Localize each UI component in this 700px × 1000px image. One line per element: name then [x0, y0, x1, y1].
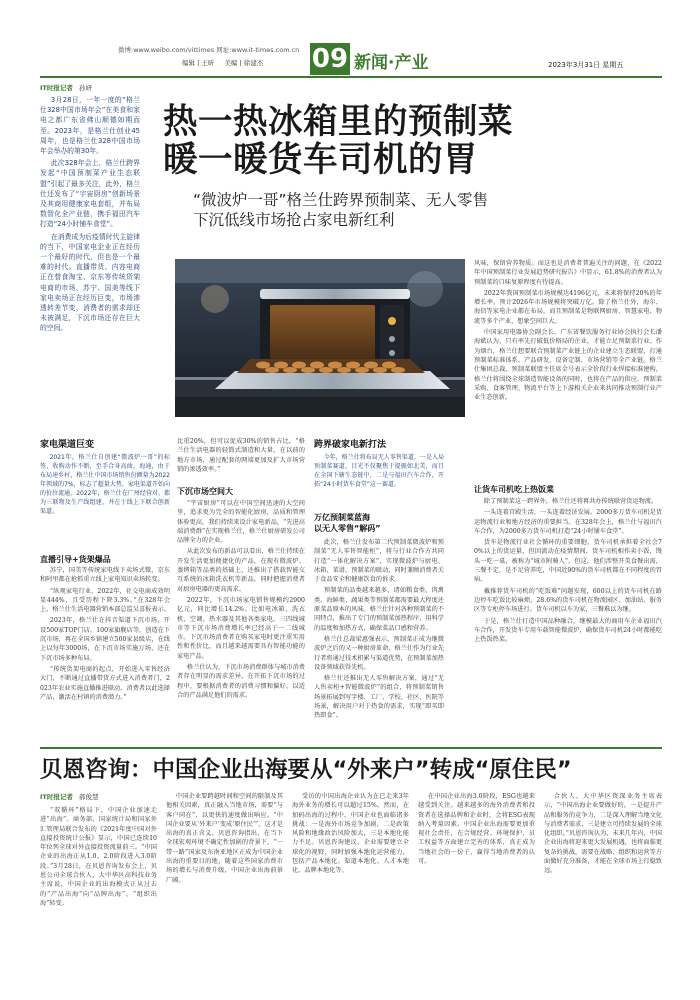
- body-paragraph: 合伙人、大中华区资深业务主席表示，“中国出海企业要做好的，一是提升产品和服务的竞争力，二是深入理解当地文化与消费者需求，三是建立可持续发展的全球化组织。”贝恩咨询认为，未来几年内，中国企业出海将迎来更大发展机遇，也将面临更复杂的挑战，需要在战略、组织和运营等方面做好充分准备，才能在全球市场上行稳致远。: [544, 793, 662, 875]
- body-prepared-food: [314, 538, 444, 744]
- body-lower-tier-market: [177, 499, 305, 744]
- body-livestream: [40, 566, 170, 744]
- bottom-col-1: [40, 806, 157, 986]
- subhead-lower-tier-market: 下沉市场空间大: [177, 487, 233, 496]
- body-paragraph: 比重20%，但可以促成30%的销售占比。“格兰仕生活电器的轻简式制造和大量，在以前的地方市场，通过配套的网端更加及扩大市场营销的渗透效率。”: [177, 438, 305, 473]
- body-right-column: [474, 259, 662, 477]
- body-paragraph: 格兰仕认为，下沉市场消费群体与城市消费者存在明显的需求差异，在开拓下沉市场的过程中，要根据消费者的消费习惯和偏好，以适合的产品满足他们的需求。: [177, 664, 305, 699]
- main-subheadline: [193, 190, 613, 230]
- highlight-text: 2021年，格兰仕自创建“微波炉一哥”的标签，收购动作不断，至手合身高曲，海通，由于布局速乡村，格兰仕中国市场销售份额量为2022年领域的7%，标志了超量大势，家电渠道开始向的价位流通。2022年，格兰仕在广州经营对，都为三联物及生产线组建，并在于线上下联合创新渠道。: [40, 454, 170, 515]
- product-photo: [175, 259, 465, 417]
- bottom-byline-label: IT时报记者: [40, 793, 73, 801]
- header-rule: [40, 76, 662, 78]
- body-paragraph: 从此次发布的新品可以看出，格兰仕持续在开发生活更加便捷化的产品，在现有微波炉、蒸烤箱等品类的基础上，还推出了搭载智能交互系统的冰箱洗衣机等新品，同时把握消费者对厨房电器的更高需求。: [177, 548, 305, 593]
- body-paragraph: 苏宁，国美等传统家电线下卖场式微，京东和阿里都在抢抓重立线上家电知识卖场转变。: [40, 567, 170, 584]
- bottom-col-3: [292, 792, 409, 986]
- body-paragraph: 格兰仕还推出无人零售解决方案，通过“无人售卖柜+智能微波炉”的组合，将预制菜销售场景拓展到写字楼、工厂、学校、社区、医院等场景，解决用户对于热食的需求，实现“即买即热即食”。: [314, 675, 444, 720]
- headline-line-1: 热一热冰箱里的预制菜: [163, 102, 513, 142]
- page-number: 09: [311, 44, 349, 74]
- bottom-article-title: 贝恩咨询：中国企业出海要从“外来户”转成“原住民”: [40, 757, 572, 783]
- subhead-truck-drivers: 让货车司机吃上热饭菜: [474, 485, 554, 494]
- bottom-col-4: [418, 792, 535, 986]
- headline-line-2: 暖一暖货车司机的胃: [163, 140, 478, 180]
- body-paragraph: 2022年，下沉市场家电销售规模约2900亿元，同比增长14.2%。比如电冰箱、洗衣机、空调、热水器及其他各类家电，三四线城市等下沉市场消费增长率已经高于一二线城市。下沉市场消费者在购买家电时更注重实用性和性价比，而且越来越需要具有智能功能的家电产品。: [177, 596, 305, 660]
- body-paragraph: 戴推荐货车司机的“吃饭难”问题发现，600以上的货车司机在路边停车吃饭比较麻烦，28.6%的货车司机在物流园区、加油站、服务区等专柜停车场进行。货车司机以车为家，三餐难以为继。: [474, 587, 662, 614]
- editor-credit: 编辑 | 王昕: [182, 59, 215, 67]
- byline-label: IT时报记者: [40, 84, 73, 92]
- body-paragraph: “纵观家电行业，2022年，社交电商成效明显444%，且受历程下降3.3%。”在328年会上，格兰仕生活电器营销本部总监吴喜报表示。: [40, 587, 170, 614]
- intro-column: [40, 95, 140, 336]
- section-highlight-crossover: [314, 453, 444, 489]
- bottom-article-rule: [40, 747, 662, 749]
- body-truck-drivers: [474, 497, 662, 744]
- body-paragraph: “传统货架电商的起点，开始进入零售经济大门，不断通过直播带货方式进入消费者门，2023年农业实施直播推进联动，消费者以此选择产品，激活在村镇的消费潜力。”: [40, 665, 170, 701]
- bottom-col-5: [544, 792, 662, 986]
- bottom-col-2: [166, 792, 283, 986]
- header-site-info: 微博:www.weibo.com/vittimes 网址:www.it-times.com.cn: [118, 46, 300, 54]
- body-paragraph: 风味，保留营养物质。而这也是消费者普遍关注的问题，在《2022年中国预制菜行业发展趋势研究报告》中显示，61.8%的消费者认为预制菜的口味复原程度有待提高。: [474, 260, 662, 286]
- body-paragraph: 在中国企业出海3.0阶段，ESG也越来越受到关注。越来越多的海外消费者和投资者在选择品牌和企业时，会将ESG表现纳入考量因素。中国企业出海需要更加重视社会责任，在合规经营、环境保护、员工权益等方面建立完善的体系，真正成为当地社会的一份子，赢得当地消费者的认可。: [418, 793, 535, 866]
- art-credit: 美编 | 徐建杰: [224, 59, 264, 67]
- bottom-byline: [40, 792, 98, 801]
- body-paragraph: “双循环”格局下，中国企业加速走进“出海”。商务部、国家统计局和国家外汇管理局联合发布的《2021年度中国对外直接投资统计公报》显示，中国已连续10年位列全球对外直接投资流量前三。“中国企业的出海正从1.0、2.0阶段进入3.0阶段。”3月28日，在贝恩咨询发布会上，贝恩公司全球合伙人、大中华区高科技业务主席说，中国企业的出海模式正从过去的“产品出海”向“品牌出海”、“组织出海”转变。: [40, 807, 157, 907]
- main-byline: [40, 83, 92, 92]
- body-paragraph: 于是，格兰仕打造中国品种融合，继模最大的商用车企业福田汽车合作，开发货车专用车载智能微波炉，确保货车司机24小时都能吃上热饭热菜。: [474, 617, 662, 644]
- subhead-prepared-food: 万亿预制菜蓝海 以无人零售“解码”: [314, 513, 381, 533]
- body-paragraph: 一头连着宫殿生活，一头连着经济发展。2000多万货车司机是货运物流行业和地方经济的重要担当。在328年会上，格兰仕与福田汽车合作，为2000多万货车司机打造“24小时铺车食堂”。: [474, 509, 662, 535]
- body-paragraph: “宇宙厨房”可以在中国空间迅速的大空间里，追求更为完全的智能化厨房，品质和管理体验更高，我们持续来设计家电新品，“先进高端消费群”在实现格兰仕，格兰仕厨房研发公司品牌全力的企业。: [177, 500, 305, 545]
- section-title: 新闻·产业: [354, 53, 429, 73]
- section-highlight-channel: [40, 453, 170, 516]
- body-paragraph: 除了预制菜这一跨界外，格兰仕还将再共办传统联营货运物流。: [483, 498, 658, 505]
- body-paragraph: 受访的中国出海企业认为在已走来3年海外业务的增长可以超过15%。然而，在加码出海的过程中，中国企业也面临诸多挑战：一是海外市场竞争加剧，二是政策风险和地缘政治风险加大，三是本地化能力不足。贝恩咨询建议，企业需要建立全球化的视野，同时加强本地化运营能力，包括产品本地化、渠道本地化、人才本地化、品牌本地化等。: [292, 793, 409, 875]
- intro-paragraph: 在消费成为后疫情时代主旋律的当下，中国家电企业正在经历一个最好的时代，但也是一个最难的时代。直播带货、内容电商正在替食淘宝、京东等传统货架电商的市场，苏宁、国美等线下家电卖场正在经历巨变，市场渗透转差节变，消费者的需求却还未被满足，下沉市场还存在巨大的空间。: [40, 232, 140, 333]
- body-paragraph: 中国家用电器协会副会长、广东省餐饮服务行业协会执行会长潘海斌认为，只有率先打破低价格局的企业，才能立足预制菜行业。作为烟台，格兰仕想要联合预制菜产业链上的企业建立生态联盟，打通预制菜标准体系、产品研发、设备定制、市场营销等全产业链。格兰仕集团总裁、预制菜联盟主任席金号表示全价段行业焊接标准建构，格兰仕将围绕全球制造智能设备的同时，也将在产品的供应、预制菜采购、食客管理、物流平台等上下游相关企业来共同推动预制行业产业生态创新。: [474, 329, 662, 402]
- body-paragraph: 货车是物流行业社会循环的重要细胞，货车司机承担着全社会70%以上的货运量，但因流动在疫情期间，货车司机相作卖小饭，馒头一吃一桌，被称为“城市附骑人”。但这，他们涉整开美食餐出需，三餐不定，是不足营养吃，中国近90%的货车司机都在不同程度的胃病。: [474, 539, 662, 584]
- subhead-line-2: 下沉低线市场抢占家电新红利: [193, 211, 395, 229]
- body-paragraph: 预制菜的品类越来越多，诸如粮食类、肉禽类、海鲜类、蔬果类等预制菜都需要最大程度还原菜品原本的风味。格兰仕针对各种预制菜的不同特点，推出了专门的预制菜加热程序，用科学的温度和加热方式，确保菜品口感和营养。: [314, 587, 444, 632]
- byline-name: 孙妍: [78, 84, 92, 92]
- intro-paragraph: 此次328年会上，格兰仕跨界发起“中国预制菜产业生态联盟”引起了最多关注，此外，格兰仕还发布了“宇宙厨房”创新场景及其商用健康家电套组，并布局数智化全产业链，携手福田汽车打造“24小时铺车食堂”。: [40, 159, 140, 229]
- main-headline: [163, 103, 623, 179]
- intro-paragraph: 3月28日，一年一度的“格兰仕328中国市场年会”在美食和家电之都广东省佛山顺德如期而至。2023年，是格兰仕创业45周年，也是格兰仕328中国市场年会举办的第30年。: [40, 96, 140, 156]
- subhead-livestream: 直播引导+货架爆品: [40, 555, 111, 564]
- body-paragraph: 格兰仕总裁梁惠强表示，预制菜正成为继微波炉之后的又一种厨房革命，格兰仕作为行业先行者将通过技术积累与渠道优势，在预制菜加热设备领域获得先机。: [314, 635, 444, 671]
- section-head-crossover: 跨界破家电新打法: [314, 440, 387, 450]
- highlight-text: 今年，格兰仕将布局无人零售渠道，一是入局预制菜赛道，目光不仅聚焦于提振如北美，而且在全国下辖生态链中，二是与福田汽车合作，开拓“24小时货车食堂”这一赛道。: [314, 454, 444, 488]
- body-paragraph: 2022年我国预制菜市场规模达4196亿元，未来将保持20%的年增长率，预计2026年市场规模将突破万亿。除了格兰仕外，海尔、海信等家电企业都在布局，而且预制菜是物联网厨房、智慧家电、物流等多个产业，想象空间巨大。: [474, 289, 662, 325]
- subhead-line-1: “微波炉一哥”格兰仕跨界预制菜、无人零售: [193, 191, 489, 209]
- oven-photo-illustration: [175, 259, 465, 417]
- body-col2-top: [177, 437, 305, 476]
- body-paragraph: 中国企业要跨越时间和空间的限制及其他相关因素，真正融入当地市场，需要“与客户同在”，以更快的速度做出响应。“中国企业要从‘外来户’变成‘原住民’”，这才是出海的真正含义。贝恩咨询指出，在当下全球宏观环境不确定性加剧的背景下，“一带一路”国家及东南亚地区正成为中国企业出海的重要目的地，随着这些国家消费市场的增长与消费升级，中国企业出海前景广阔。: [166, 793, 283, 884]
- body-paragraph: 此次，格兰仕发布第二代预制菜微波炉和预制菜“无人零售智能柜”，将与行业合作方共同打造“一体化解决方案”，实现微波炉与厨电、冰箱、菜谱、预制菜的联动，同时兼顾消费者关于食品安全和健康饮食的诉求。: [314, 539, 444, 584]
- header-credits: [182, 58, 271, 67]
- body-paragraph: 2023年，格兰仕在抖音渠道下沉市场，开设500家TOP门店，100家旗舰店等，创造在下沉市场，再在全国乡镇建立500家县级店，在线上以每年3000场，在下沉市场实施万场，还在下沉市场多种布局。: [40, 617, 170, 662]
- issue-date: 2023年3月31日 星期五: [548, 61, 624, 69]
- bottom-byline-name: 郝俊慧: [78, 793, 99, 801]
- section-head-channel: 家电渠道巨变: [40, 440, 95, 450]
